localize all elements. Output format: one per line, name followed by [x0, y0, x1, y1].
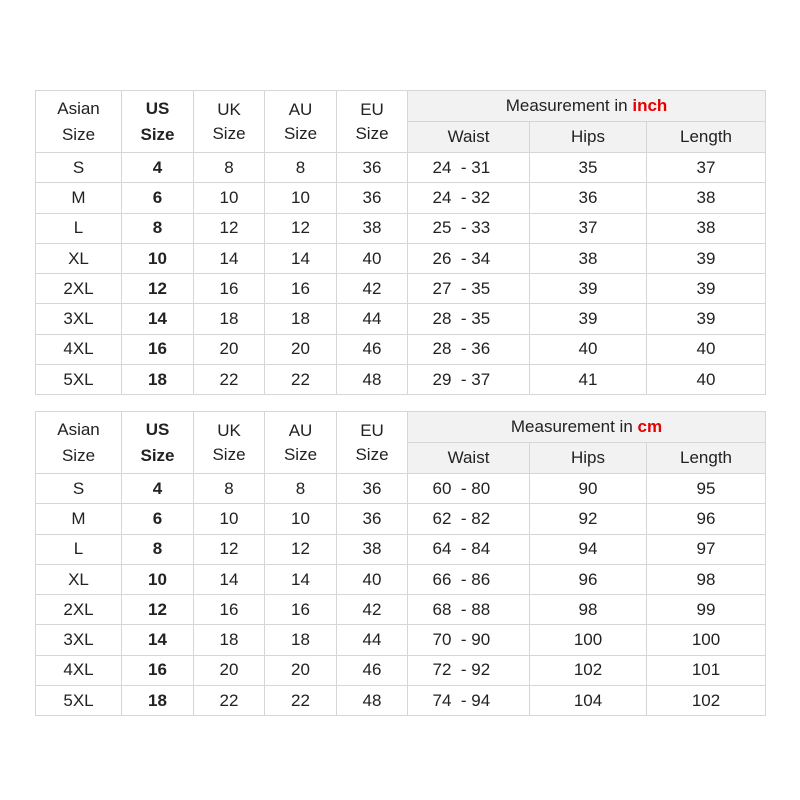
cell-us-size: 6: [122, 504, 194, 534]
cell-length: 39: [647, 304, 766, 334]
table-row: [36, 183, 766, 213]
size-table-cm: [35, 411, 766, 716]
cell-asian-size: XL: [36, 564, 122, 594]
header-asian-size: Asian Size: [36, 91, 122, 153]
cell-uk-size: 16: [194, 274, 265, 304]
header-measurement: [408, 91, 766, 122]
cell-eu-size: 36: [337, 474, 408, 504]
cell-au-size: 8: [265, 474, 337, 504]
measurement-unit: cm: [637, 417, 663, 436]
cell-au-size: 12: [265, 534, 337, 564]
cell-eu-size: 38: [337, 213, 408, 243]
cell-waist-value: 28 - 36: [432, 339, 491, 359]
table-row: [36, 334, 766, 364]
cell-asian-size: 4XL: [36, 655, 122, 685]
cell-waist-value: 68 - 88: [432, 599, 491, 619]
table-row: [36, 304, 766, 334]
cell-waist: [408, 504, 530, 534]
cell-hips: 38: [530, 243, 647, 273]
cell-us-size: 8: [122, 213, 194, 243]
cell-hips: 104: [530, 686, 647, 716]
cell-us-size: 4: [122, 474, 194, 504]
cell-waist-value: 27 - 35: [432, 278, 491, 298]
cell-length: 38: [647, 213, 766, 243]
header-hips: Hips: [530, 443, 647, 474]
cell-uk-size: 16: [194, 595, 265, 625]
header-uk-size: UK Size: [194, 91, 265, 153]
cell-eu-size: 38: [337, 534, 408, 564]
cell-asian-size: S: [36, 474, 122, 504]
table-row: [36, 474, 766, 504]
cell-us-size: 10: [122, 243, 194, 273]
cell-au-size: 8: [265, 153, 337, 183]
cell-us-size: 14: [122, 304, 194, 334]
cell-waist: [408, 213, 530, 243]
cell-au-size: 12: [265, 213, 337, 243]
cell-au-size: 10: [265, 504, 337, 534]
cell-length: 96: [647, 504, 766, 534]
cell-waist: [408, 274, 530, 304]
cell-uk-size: 12: [194, 534, 265, 564]
header-waist: Waist: [408, 443, 530, 474]
cell-waist: [408, 365, 530, 395]
cell-us-size: 18: [122, 686, 194, 716]
cell-length: 39: [647, 243, 766, 273]
cell-hips: 37: [530, 213, 647, 243]
cell-eu-size: 36: [337, 153, 408, 183]
cell-length: 40: [647, 334, 766, 364]
cell-hips: 98: [530, 595, 647, 625]
cell-eu-size: 48: [337, 365, 408, 395]
cell-hips: 35: [530, 153, 647, 183]
table-row: [36, 365, 766, 395]
cell-waist-value: 60 - 80: [432, 478, 491, 498]
cell-length: 39: [647, 274, 766, 304]
cell-asian-size: M: [36, 183, 122, 213]
cell-us-size: 14: [122, 625, 194, 655]
measurement-label: Measurement in: [510, 417, 633, 436]
cell-uk-size: 10: [194, 504, 265, 534]
cell-asian-size: S: [36, 153, 122, 183]
cell-uk-size: 10: [194, 183, 265, 213]
table-row: [36, 274, 766, 304]
cell-waist: [408, 595, 530, 625]
cell-length: 101: [647, 655, 766, 685]
cell-length: 37: [647, 153, 766, 183]
cell-waist-value: 25 - 33: [432, 218, 491, 238]
cell-hips: 40: [530, 334, 647, 364]
cell-eu-size: 48: [337, 686, 408, 716]
cell-uk-size: 18: [194, 625, 265, 655]
cell-uk-size: 8: [194, 474, 265, 504]
cell-waist: [408, 474, 530, 504]
measurement-label: Measurement in: [505, 96, 628, 115]
cell-au-size: 20: [265, 334, 337, 364]
header-measurement: [408, 412, 766, 443]
cell-us-size: 18: [122, 365, 194, 395]
cell-uk-size: 8: [194, 153, 265, 183]
cell-waist: [408, 534, 530, 564]
cell-asian-size: 3XL: [36, 304, 122, 334]
cell-hips: 39: [530, 304, 647, 334]
cell-us-size: 16: [122, 334, 194, 364]
table-row: [36, 655, 766, 685]
cell-uk-size: 20: [194, 655, 265, 685]
cell-waist-value: 26 - 34: [432, 248, 491, 268]
cell-waist-value: 24 - 32: [432, 187, 491, 207]
cell-length: 38: [647, 183, 766, 213]
header-eu-size: EU Size: [337, 412, 408, 474]
cell-uk-size: 20: [194, 334, 265, 364]
table-row: [36, 153, 766, 183]
cell-waist: [408, 655, 530, 685]
cell-length: 40: [647, 365, 766, 395]
cell-length: 100: [647, 625, 766, 655]
header-au-size: AU Size: [265, 412, 337, 474]
cell-waist: [408, 686, 530, 716]
cell-eu-size: 46: [337, 334, 408, 364]
cell-waist-value: 66 - 86: [432, 569, 491, 589]
cell-us-size: 12: [122, 595, 194, 625]
header-length: Length: [647, 122, 766, 153]
table-row: [36, 534, 766, 564]
cell-asian-size: 5XL: [36, 686, 122, 716]
cell-waist-value: 72 - 92: [432, 660, 491, 680]
size-table-inch: [35, 90, 766, 395]
cell-eu-size: 44: [337, 304, 408, 334]
cell-asian-size: 2XL: [36, 595, 122, 625]
cell-eu-size: 42: [337, 595, 408, 625]
table-row: [36, 504, 766, 534]
cell-eu-size: 46: [337, 655, 408, 685]
cell-au-size: 14: [265, 564, 337, 594]
table-row: [36, 686, 766, 716]
cell-eu-size: 42: [337, 274, 408, 304]
cell-asian-size: 2XL: [36, 274, 122, 304]
cell-waist: [408, 625, 530, 655]
cell-length: 102: [647, 686, 766, 716]
cell-asian-size: L: [36, 534, 122, 564]
cell-waist: [408, 183, 530, 213]
table-row: [36, 625, 766, 655]
cell-hips: 92: [530, 504, 647, 534]
cell-asian-size: 5XL: [36, 365, 122, 395]
cell-uk-size: 22: [194, 686, 265, 716]
header-eu-size: EU Size: [337, 91, 408, 153]
cell-us-size: 8: [122, 534, 194, 564]
cell-au-size: 18: [265, 625, 337, 655]
cell-uk-size: 18: [194, 304, 265, 334]
table-row: [36, 564, 766, 594]
header-us-size: US Size: [122, 412, 194, 474]
cell-asian-size: 4XL: [36, 334, 122, 364]
cell-eu-size: 40: [337, 243, 408, 273]
cell-hips: 39: [530, 274, 647, 304]
cell-hips: 36: [530, 183, 647, 213]
cell-waist: [408, 243, 530, 273]
table-row: [36, 243, 766, 273]
header-au-size: AU Size: [265, 91, 337, 153]
cell-waist: [408, 153, 530, 183]
cell-eu-size: 44: [337, 625, 408, 655]
cell-au-size: 16: [265, 274, 337, 304]
cell-waist-value: 64 - 84: [432, 539, 491, 559]
cell-waist-value: 29 - 37: [432, 369, 491, 389]
cell-waist-value: 62 - 82: [432, 508, 491, 528]
table-row: [36, 213, 766, 243]
header-us-size: US Size: [122, 91, 194, 153]
cell-au-size: 16: [265, 595, 337, 625]
cell-au-size: 14: [265, 243, 337, 273]
cell-au-size: 22: [265, 365, 337, 395]
cell-eu-size: 36: [337, 504, 408, 534]
cell-waist: [408, 304, 530, 334]
cell-eu-size: 40: [337, 564, 408, 594]
cell-au-size: 20: [265, 655, 337, 685]
header-asian-size: Asian Size: [36, 412, 122, 474]
table-row: [36, 595, 766, 625]
cell-length: 98: [647, 564, 766, 594]
cell-hips: 94: [530, 534, 647, 564]
cell-length: 99: [647, 595, 766, 625]
cell-hips: 41: [530, 365, 647, 395]
cell-asian-size: M: [36, 504, 122, 534]
cell-waist-value: 24 - 31: [432, 157, 491, 177]
cell-us-size: 12: [122, 274, 194, 304]
cell-hips: 90: [530, 474, 647, 504]
measurement-unit: inch: [632, 96, 668, 115]
cell-asian-size: XL: [36, 243, 122, 273]
cell-uk-size: 14: [194, 243, 265, 273]
header-uk-size: UK Size: [194, 412, 265, 474]
cell-us-size: 10: [122, 564, 194, 594]
cell-uk-size: 22: [194, 365, 265, 395]
cell-waist-value: 74 - 94: [432, 690, 491, 710]
header-hips: Hips: [530, 122, 647, 153]
cell-waist-value: 70 - 90: [432, 630, 491, 650]
cell-hips: 96: [530, 564, 647, 594]
cell-au-size: 22: [265, 686, 337, 716]
cell-us-size: 6: [122, 183, 194, 213]
cell-hips: 100: [530, 625, 647, 655]
cell-us-size: 16: [122, 655, 194, 685]
cell-waist-value: 28 - 35: [432, 309, 491, 329]
cell-uk-size: 14: [194, 564, 265, 594]
cell-hips: 102: [530, 655, 647, 685]
cell-uk-size: 12: [194, 213, 265, 243]
cell-length: 95: [647, 474, 766, 504]
cell-au-size: 10: [265, 183, 337, 213]
header-length: Length: [647, 443, 766, 474]
cell-length: 97: [647, 534, 766, 564]
cell-waist: [408, 564, 530, 594]
cell-asian-size: 3XL: [36, 625, 122, 655]
cell-eu-size: 36: [337, 183, 408, 213]
header-waist: Waist: [408, 122, 530, 153]
cell-us-size: 4: [122, 153, 194, 183]
cell-waist: [408, 334, 530, 364]
cell-au-size: 18: [265, 304, 337, 334]
cell-asian-size: L: [36, 213, 122, 243]
